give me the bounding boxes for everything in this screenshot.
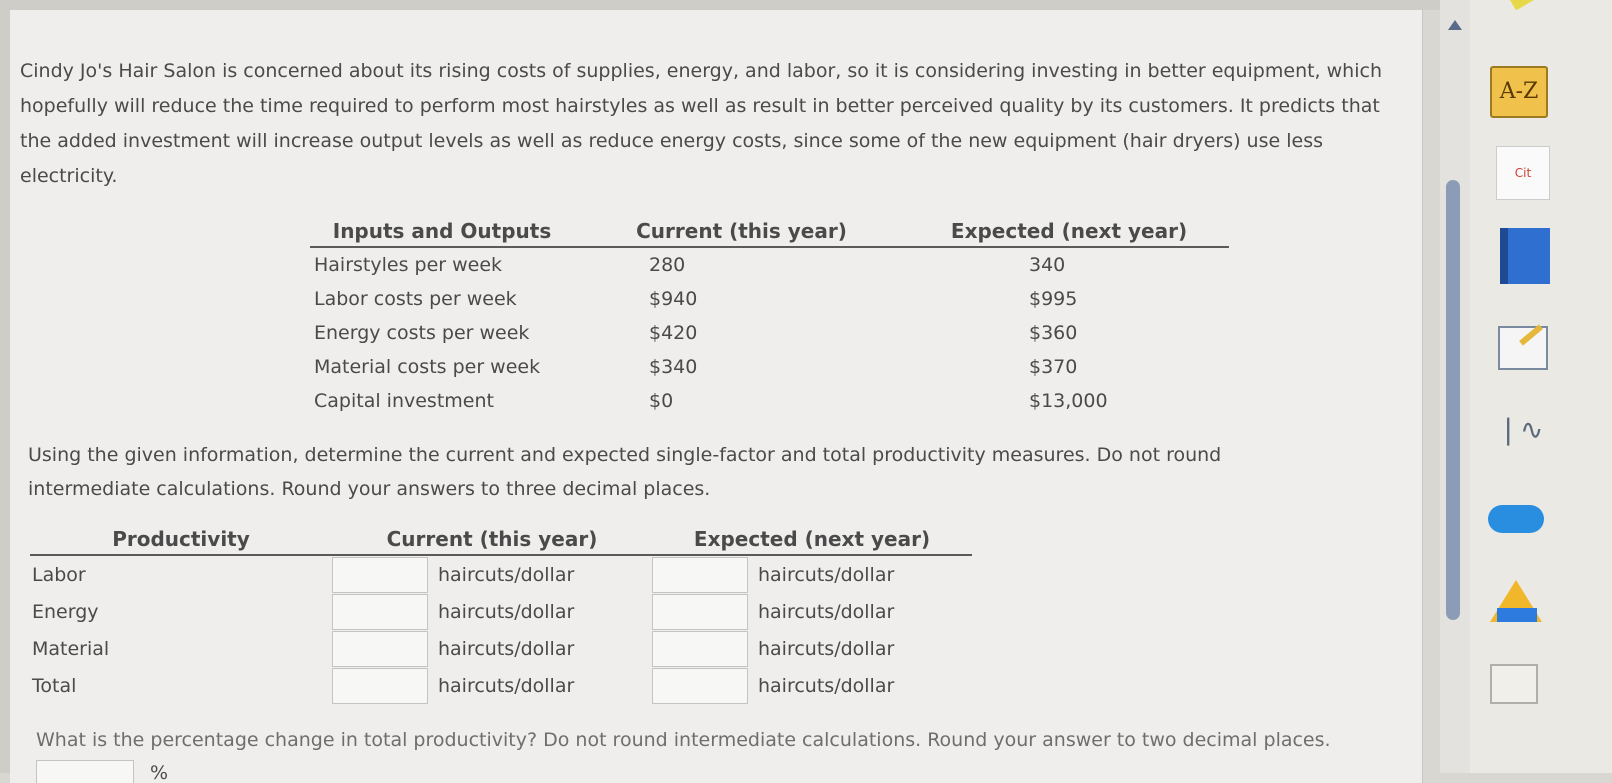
table-row (310, 350, 1229, 384)
unit-label: haircuts/dollar (438, 637, 575, 660)
notes-icon[interactable] (1498, 326, 1548, 370)
table-header-row (30, 523, 972, 555)
table-header-row (310, 215, 1229, 247)
inputs-outputs-table (310, 215, 1229, 418)
row-current-value: $340 (649, 356, 698, 378)
row-label: Material costs per week (314, 356, 541, 378)
table-row (310, 316, 1229, 350)
productivity-table (30, 523, 972, 704)
unit-label: haircuts/dollar (758, 674, 895, 697)
table-row (30, 630, 972, 667)
row-expected-value: $995 (1029, 288, 1078, 310)
scroll-up-arrow-icon[interactable] (1448, 20, 1462, 30)
text-to-speech-icon[interactable]: ❘∿ (1496, 413, 1544, 446)
material-current-input[interactable] (332, 631, 428, 667)
header-productivity: Productivity (30, 523, 332, 555)
top-edge (0, 0, 1612, 10)
row-expected-value: $13,000 (1029, 390, 1108, 412)
labor-expected-input[interactable] (652, 557, 748, 593)
row-current-value: $940 (649, 288, 698, 310)
book-icon[interactable] (1500, 228, 1550, 284)
percentage-question: What is the percentage change in total productivity? Do not round intermediate calculations. Round your answer to two decimal places. (36, 729, 1331, 751)
unit-label: haircuts/dollar (758, 563, 895, 586)
row-label: Hairstyles per week (314, 254, 503, 276)
header-inputs-outputs: Inputs and Outputs (310, 215, 574, 247)
table-row (30, 555, 972, 593)
percent-sign: % (150, 762, 169, 783)
row-label: Labor costs per week (314, 288, 517, 310)
citation-icon[interactable]: Cit (1496, 146, 1550, 200)
header-current: Current (this year) (332, 523, 652, 555)
unit-label: haircuts/dollar (758, 600, 895, 623)
energy-expected-input[interactable] (652, 594, 748, 630)
dictionary-az-icon[interactable]: A-Z (1490, 66, 1548, 118)
onedrive-cloud-icon[interactable] (1488, 505, 1544, 533)
unit-label: haircuts/dollar (438, 600, 575, 623)
total-current-input[interactable] (332, 668, 428, 704)
instructions-text: Using the given information, determine the current and expected single-factor and total productivity measures. Do not round intermediate calculations. Round your answers to three decimal places. (28, 444, 1222, 500)
table-row (310, 247, 1229, 282)
header-expected: Expected (next year) (909, 215, 1229, 247)
unit-label: haircuts/dollar (758, 637, 895, 660)
row-label-labor: Labor (32, 563, 86, 586)
row-label-energy: Energy (32, 600, 99, 623)
labor-current-input[interactable] (332, 557, 428, 593)
table-row (310, 384, 1229, 418)
energy-current-input[interactable] (332, 594, 428, 630)
total-expected-input[interactable] (652, 668, 748, 704)
row-expected-value: 340 (1029, 254, 1066, 276)
table-row (310, 282, 1229, 316)
row-current-value: $0 (649, 390, 674, 412)
row-expected-value: $360 (1029, 322, 1078, 344)
material-expected-input[interactable] (652, 631, 748, 667)
row-label-total: Total (32, 674, 77, 697)
screen-capture-icon[interactable] (1490, 664, 1538, 704)
header-current: Current (this year) (574, 215, 909, 247)
google-drive-icon-base (1497, 608, 1537, 622)
question-panel (10, 10, 1423, 783)
percentage-change-input[interactable] (36, 760, 134, 783)
row-current-value: $420 (649, 322, 698, 344)
row-label: Capital investment (314, 390, 494, 412)
header-expected: Expected (next year) (652, 523, 972, 555)
row-expected-value: $370 (1029, 356, 1078, 378)
row-current-value: 280 (649, 254, 686, 276)
unit-label: haircuts/dollar (438, 674, 575, 697)
unit-label: haircuts/dollar (438, 563, 575, 586)
table-row (30, 667, 972, 704)
row-label: Energy costs per week (314, 322, 530, 344)
problem-intro: Cindy Jo's Hair Salon is concerned about its rising costs of supplies, energy, and labor, so it is considering investing in better equipment, which hopefully will reduce the time required to perform most hairstyles as well as result in better perceived quality by its customers. It predicts that the added investment will increase output levels as well as reduce energy costs, since some of the new equipment (hair dryers) use less electricity. (20, 60, 1382, 187)
table-row (30, 593, 972, 630)
left-edge (0, 0, 10, 773)
scrollbar-thumb[interactable] (1446, 180, 1460, 620)
row-label-material: Material (32, 637, 110, 660)
